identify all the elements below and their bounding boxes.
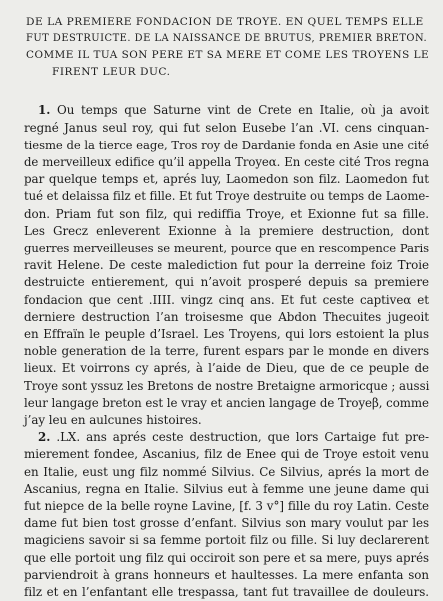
paragraph-line: derniere destruction l’an troisesme que Abdon Thecuites jugeoit (24, 309, 429, 324)
paragraph-line: que elle portoit ung filz qui occiroit son pere et sa mere, puys aprés (24, 550, 429, 565)
paragraph-line: j’ay leu en aulcunes histoires. (24, 413, 202, 428)
paragraph-line: Ascanius, regna en Italie. Silvius eut à femme une jeune dame qui (24, 481, 429, 496)
paragraph-number: 1. (38, 103, 51, 118)
heading-line: FIRENT LEUR DUC. (52, 65, 171, 78)
paragraph-line: lieux. Et voirrons cy aprés, à l’aide de Dieu, que de ce peuple de (24, 361, 429, 376)
chapter-body (24, 102, 429, 601)
paragraph-line: en Effraïn le peuple d’Israel. Les Troyens, qui lors estoient la plus (24, 327, 429, 342)
paragraph-2 (24, 429, 429, 601)
paragraph-line: fondacion que cent .IIII. vingz cinq ans. Et fut ceste captiveα et (24, 292, 429, 307)
paragraph-line: tué et delaissa filz et fille. Et fut Troye destruite ou temps de Laome- (24, 189, 430, 204)
paragraph-line: magiciens savoir si sa femme portoit filz ou fille. Si luy declarerent (24, 533, 429, 548)
paragraph-text: .LX. ans aprés ceste destruction, que lors Cartaige fut pre- (56, 430, 429, 445)
paragraph-line: destruicte entierement, qui n’avoit prosperé depuis sa premiere (24, 275, 429, 290)
paragraph-line: guerres merveilleuses se meurent, pource que en rescompence Paris (24, 241, 429, 255)
paragraph-line: Troye sont yssuz les Bretons de nostre Bretaigne armoricque ; aussi (24, 378, 430, 393)
paragraph-line: regné Janus seul roy, qui fut selon Eusebe l’an .VI. cens cinquan- (24, 120, 429, 135)
heading-line: FUT DESTRUICTE. DE LA NAISSANCE DE BRUTUS, PREMIER BRETON. (26, 32, 428, 44)
paragraph-line: parviendroit à grans honneurs et haultesses. La mere enfanta son (24, 567, 429, 582)
paragraph-line: dame fut bien tost grosse d’enfant. Silvius son mary voulut par les (24, 516, 429, 531)
paragraph-line: tiesme de la tierce eage, Tros roy de Dardanie fonda en Asie une cité (24, 137, 429, 152)
chapter-heading (24, 14, 429, 80)
paragraph-line (24, 102, 429, 119)
paragraph-line: par quelque temps et, aprés luy, Laomedon son filz. Laomedon fut (24, 172, 429, 187)
paragraph-line: filz et en l’enfantant elle trespassa, tant fut travaillee de douleurs. (24, 585, 429, 600)
paragraph-line: ravit Helene. De ceste malediction fut pour la derreine foiz Troie (24, 258, 429, 273)
paragraph-line: en Italie, eust ung filz nommé Silvius. Ce Silvius, aprés la mort de (24, 464, 429, 479)
paragraph-line: mierement fondee, Ascanius, filz de Enee qui de Troye estoit venu (24, 447, 429, 462)
paragraph-line: leur langage breton est le vray et ancien langage de Troyeβ, comme (24, 395, 429, 410)
paragraph-line (24, 429, 429, 446)
paragraph-line: noble generation de la terre, furent espars par le monde en divers (24, 344, 429, 359)
heading-line: DE LA PREMIERE FONDACION DE TROYE. EN QUEL TEMPS ELLE (26, 16, 424, 28)
heading-line: COMME IL TUA SON PERE ET SA MERE ET COME LES TROYENS LE (26, 49, 430, 62)
paragraph-text: Ou temps que Saturne vint de Crete en Italie, où ja avoit (57, 103, 429, 118)
paragraph-line: Les Grecz enleverent Exionne à la premiere destruction, dont (24, 223, 429, 238)
paragraph-1 (24, 102, 429, 429)
paragraph-number: 2. (38, 430, 51, 445)
paragraph-line: de merveilleux edifice qu’il appella Troyeα. En ceste cité Tros regna (24, 154, 429, 169)
paragraph-line: don. Priam fut son filz, qui rediffia Troye, et Exionne fut sa fille. (24, 206, 429, 221)
paragraph-line: fut niepce de la belle royne Lavine, [f. 3 v°] fille du roy Latin. Ceste (24, 499, 429, 514)
